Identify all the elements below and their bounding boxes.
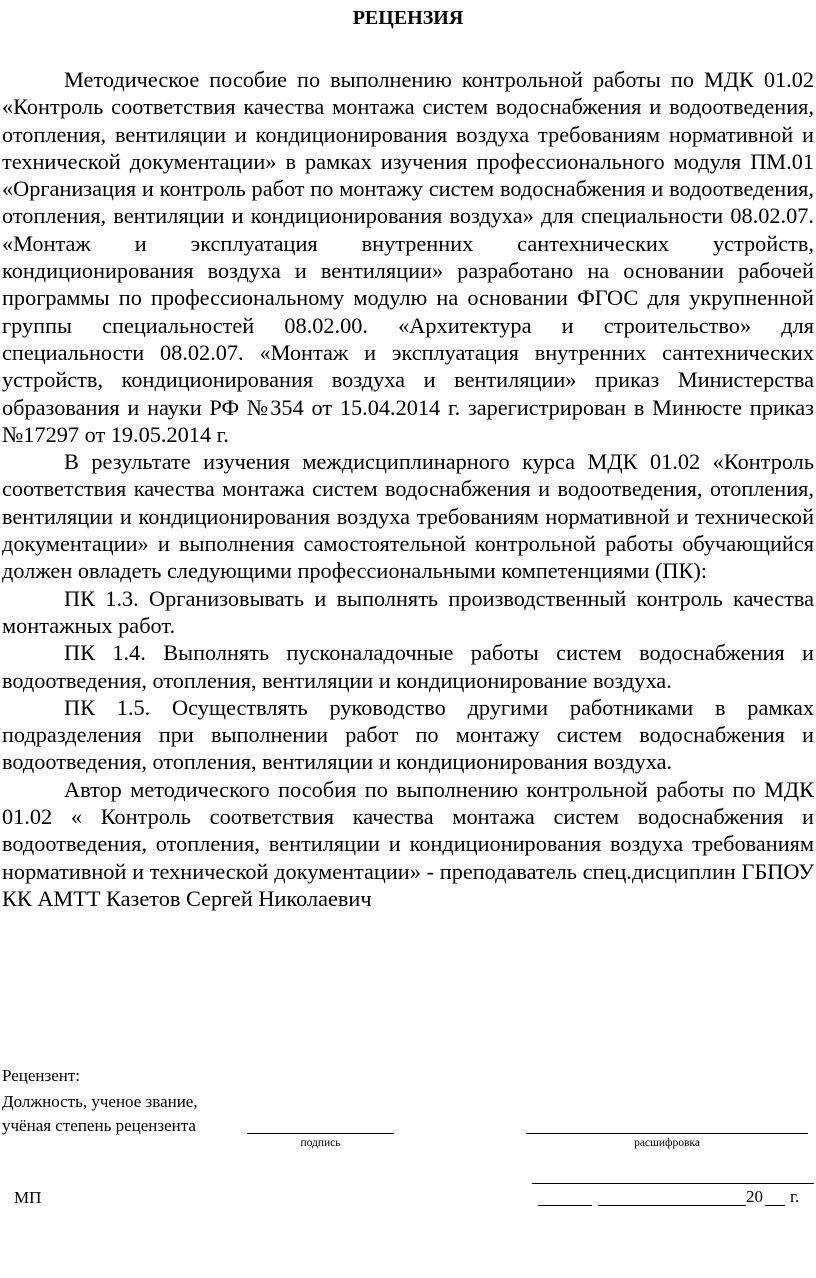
degree-label: учёная степень рецензента	[2, 1116, 196, 1135]
paragraph-pk-1-3: ПК 1.3. Организовывать и выполнять производственный контроль качества монтажных работ.	[2, 585, 814, 638]
document-title: РЕЦЕНЗИЯ	[352, 7, 464, 29]
month-line	[598, 1205, 746, 1206]
year-line	[765, 1205, 785, 1206]
paragraph-competencies: В результате изучения междисциплинарного курса МДК 01.02 «Контроль соответствия качества монтажа систем водоснабжения и водоотведения, отопления, вентиляции и кондиционирования воздуха требованиям нормативной и технической документации» и выполнения самостоятельной контрольной работы обучающийся должен овладеть следующими профессиональными компетенциями (ПК):	[2, 449, 814, 584]
stamp-label: МП	[14, 1188, 42, 1207]
paragraph-intro: Методическое пособие по выполнению контрольной работы по МДК 01.02 «Контроль соответствия качества монтажа систем водоснабжения и водоотведения, отопления, вентиляции и кондиционирования воздуха требованиям нормативной и технической документации» в рамках изучения профессионального модуля ПМ.01 «Организация и контроль работ по монтажу систем водоснабжения и водоотведения, отопления, вентиляции и кондиционирования воздуха» для специальности 08.02.07. «Монтаж и эксплуатация внутренних сантехнических устройств, кондиционирования воздуха и вентиляции» разработано на основании рабочей программы по профессиональному модулю на основании ФГОС для укрупненной группы специальностей 08.02.00. «Архитектура и строительство» для специальности 08.02.07. «Монтаж и эксплуатация внутренних сантехнических устройств, кондиционирования воздуха и вентиляции» приказ Министерства образования и науки РФ №354 от 15.04.2014 г. зарегистрирован в Минюсте приказ №17297 от 19.05.2014 г.	[2, 67, 814, 447]
decoding-line	[526, 1133, 808, 1134]
position-label: Должность, ученое звание,	[2, 1092, 198, 1111]
document-body	[2, 66, 814, 912]
signature-caption: подпись	[300, 1137, 341, 1149]
year-suffix: г.	[790, 1187, 800, 1206]
paragraph-pk-1-5: ПК 1.5. Осуществлять руководство другими работниками в рамках подразделения при выполнении работ по монтажу систем водоснабжения и водоотведения, отопления, вентиляции и кондиционирования воздуха.	[2, 694, 814, 775]
signature-line	[247, 1133, 394, 1134]
paragraph-pk-1-4: ПК 1.4. Выполнять пусконаладочные работы систем водоснабжения и водоотведения, отопления, вентиляции и кондиционирование воздуха.	[2, 640, 814, 693]
paragraph-author: Автор методического пособия по выполнению контрольной работы по МДК 01.02 « Контроль соответствия качества монтажа систем водоснабжения и водоотведения, отопления, вентиляции и кондиционирования воздуха требованиям нормативной и технической документации» - преподаватель спец.дисциплин ГБПОУ КК АМТТ Казетов Сергей Николаевич	[2, 776, 814, 911]
upper-date-line	[532, 1183, 814, 1184]
year-prefix: 20	[746, 1187, 763, 1206]
decoding-caption: расшифровка	[634, 1137, 700, 1149]
reviewer-label: Рецензент:	[2, 1066, 81, 1085]
day-line	[538, 1205, 592, 1206]
